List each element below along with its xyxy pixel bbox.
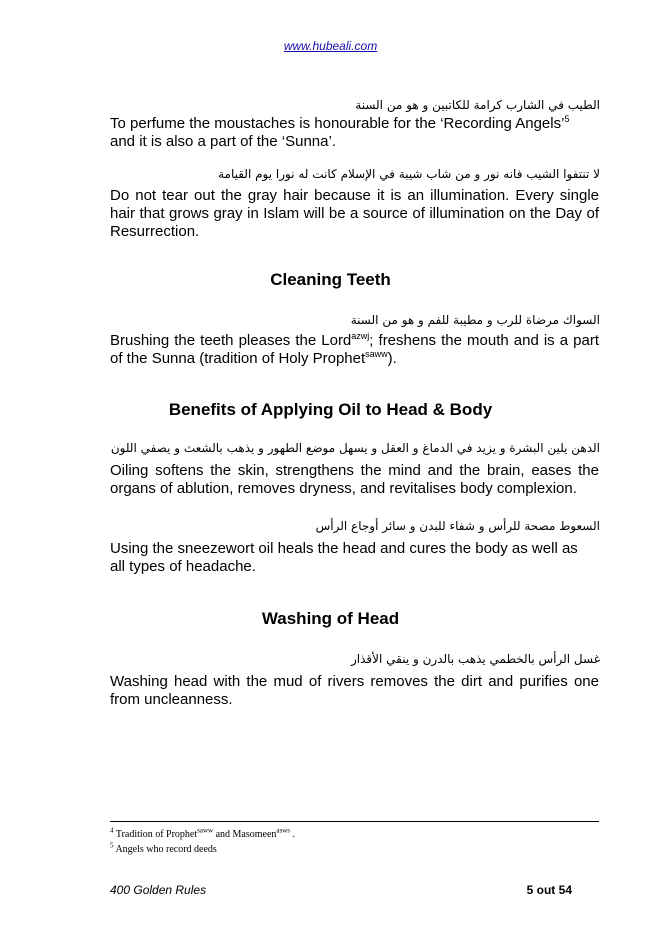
footer-book-title: 400 Golden Rules: [110, 883, 207, 897]
arabic-text-teeth: السواك مرضاة للرب و مطيبة للفم و هو من السنة: [350, 313, 600, 327]
arabic-text-washing: غسل الرأس بالخطمي يذهب بالدرن و ينقي الأقذار: [350, 652, 600, 666]
footnote-4-text-post: .: [290, 829, 296, 840]
footnote-5: [110, 843, 217, 856]
footnote-4: [110, 828, 295, 841]
footnote-5-number: 5: [110, 841, 114, 850]
footer-page-number: 5 out 54: [526, 883, 572, 897]
sup-saww: saww: [365, 349, 388, 359]
footnote-4-text-mid: and Masomeen: [213, 829, 277, 840]
paragraph-teeth: [110, 332, 599, 368]
paragraph-sneezewort: Using the sneezewort oil heals the head and cures the body as well as all types of headache.: [110, 540, 578, 575]
footnote-4-sup-saww: saww: [197, 826, 214, 835]
heading-washing-head: Washing of Head: [261, 609, 400, 628]
arabic-text-perfume: الطيب في الشارب كرامة للكاتبين و هو من السنة: [355, 98, 600, 112]
heading-oil-benefits: Benefits of Applying Oil to Head & Body: [168, 400, 493, 419]
paragraph-teeth-mid: ; freshens the mouth and is a part of the Sunna (tradition of Holy Prophet: [110, 332, 599, 367]
paragraph-teeth-post: ).: [387, 350, 397, 367]
footnote-4-number: 4: [110, 826, 114, 835]
sup-azwj: azwj: [351, 331, 370, 341]
paragraph-gray-hair: Do not tear out the gray hair because it is an illumination. Every single hair that grows gray in Islam will be a source of illumination on the Day of Resurrection.: [110, 187, 599, 240]
footnote-4-text-pre: Tradition of Prophet: [115, 829, 198, 840]
paragraph-perfume-text: To perfume the moustaches is honourable for the ‘Recording Angels’: [110, 115, 565, 132]
footnote-5-text: Angels who record deeds: [115, 844, 217, 855]
paragraph-oil: Oiling softens the skin, strengthens the mind and the brain, eases the organs of ablution, removes dryness, and revitalises body complexion.: [110, 462, 599, 497]
arabic-text-sneezewort: السعوط مصحة للرأس و شفاء للبدن و سائر أوجاع الرأس: [315, 519, 600, 533]
header-link[interactable]: www.hubeali.com: [283, 39, 378, 53]
footnote-divider: [110, 821, 599, 822]
footnote-4-sup-asws: asws: [276, 826, 291, 835]
arabic-text-oil: الدهن يلين البشرة و يزيد في الدماغ و العقل و يسهل موضع الطهور و يذهب بالشعث و يصفي اللون: [110, 441, 600, 455]
paragraph-perfume-cont: and it is also a part of the ‘Sunna’.: [110, 133, 336, 150]
paragraph-washing: Washing head with the mud of rivers removes the dirt and purifies one from uncleanness.: [110, 673, 599, 708]
paragraph-perfume: [110, 115, 599, 151]
heading-cleaning-teeth: Cleaning Teeth: [270, 270, 391, 289]
arabic-text-gray-hair: لا تنتفوا الشيب فانه نور و من شاب شيبة في الإسلام كانت له نورا يوم القيامة: [218, 167, 600, 181]
footnote-ref-5[interactable]: 5: [564, 114, 570, 124]
paragraph-teeth-pre: Brushing the teeth pleases the Lord: [110, 332, 352, 349]
